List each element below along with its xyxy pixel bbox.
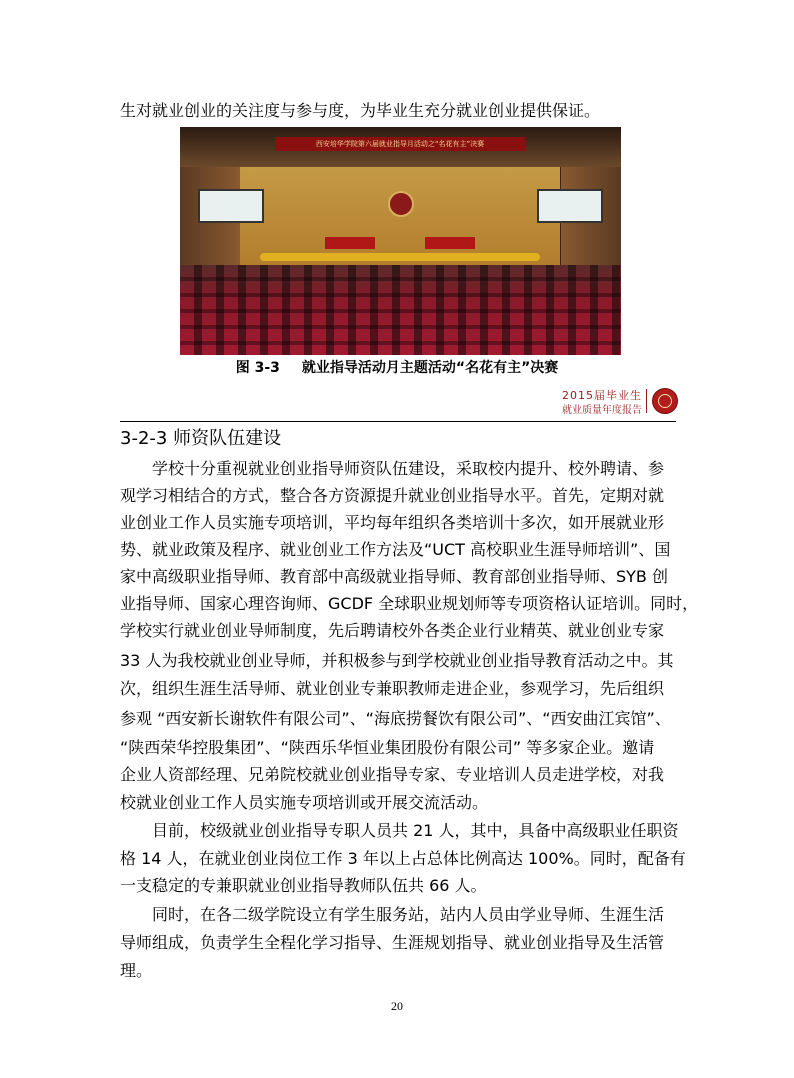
- body-line: 学校十分重视就业创业指导师资队伍建设，采取校内提升、校外聘请、参: [120, 459, 665, 478]
- body-line: 观学习相结合的方式，整合各方资源提升就业创业指导水平。首先，定期对就: [120, 486, 665, 505]
- body-line: 业创业工作人员实施专项培训，平均每年组织各类培训十多次，如开展就业形: [120, 513, 665, 532]
- figure-caption: [0, 359, 794, 377]
- photo-judges-table-left: [325, 237, 375, 249]
- photo-judges-table-right: [425, 237, 475, 249]
- photo-screen-left: [198, 189, 264, 223]
- page-number: 20: [391, 999, 403, 1013]
- photo-seat-rows: [180, 265, 621, 355]
- figure-number: 图 3-3: [235, 360, 280, 376]
- body-line: 学校实行就业创业导师制度，先后聘请校外各类企业行业精英、就业创业专家: [120, 621, 665, 640]
- event-photo: [180, 127, 621, 355]
- body-line: 家中高级职业指导师、教育部中高级就业指导师、教育部创业指导师、SYB 创: [120, 567, 668, 586]
- report-logo-line2: 就业质量年度报告: [562, 405, 642, 416]
- body-line: 理。: [120, 961, 153, 980]
- body-line: 33 人为我校就业创业导师，并积极参与到学校就业创业指导教育活动之中。其: [120, 651, 674, 670]
- body-line: 势、就业政策及程序、就业创业工作方法及“UCT 高校职业生涯导师培训”、国: [120, 540, 671, 559]
- photo-flowers: [260, 253, 540, 261]
- school-seal-icon: [652, 388, 678, 414]
- body-line: 同时，在各二级学院设立有学生服务站，站内人员由学业导师、生涯生活: [120, 905, 665, 924]
- body-line: 次，组织生涯生活导师、就业创业专兼职教师走进企业，参观学习，先后组织: [120, 679, 665, 698]
- intro-line: 生对就业创业的关注度与参与度，为毕业生充分就业创业提供保证。: [120, 101, 601, 120]
- body-line: 导师组成，负责学生全程化学习指导、生涯规划指导、就业创业指导及生活管: [120, 933, 665, 952]
- body-line: 企业人资部经理、兄弟院校就业创业指导专家、专业培训人员走进学校，对我: [120, 765, 665, 784]
- photo-screen-right: [537, 189, 603, 223]
- body-line: 目前，校级就业创业指导专职人员共 21 人，其中，具备中高级职业任职资: [120, 821, 679, 840]
- body-line: 格 14 人，在就业创业岗位工作 3 年以上占总体比例高达 100%。同时，配备有: [120, 849, 686, 868]
- header-rule: [120, 421, 676, 422]
- body-line: 业指导师、国家心理咨询师、GCDF 全球职业规划师等专项资格认证培训。同时，: [120, 594, 699, 613]
- figure-caption-text: 就业指导活动月主题活动“名花有主”决赛: [301, 360, 559, 376]
- body-line: 校就业创业工作人员实施专项培训或开展交流活动。: [120, 793, 489, 812]
- stage-banner: 西安培华学院第六届就业指导月活动之“名花有主”决赛: [275, 137, 525, 151]
- body-line: “陕西荣华控股集团”、“陕西乐华恒业集团股份有限公司” 等多家企业。邀请: [120, 738, 655, 757]
- report-logo: [554, 387, 678, 415]
- section-heading: 3-2-3 师资队伍建设: [120, 428, 282, 449]
- body-line: 参观 “西安新长谢软件有限公司”、“海底捞餐饮有限公司”、“西安曲江宾馆”、: [120, 709, 671, 728]
- school-emblem-icon: [388, 191, 414, 217]
- report-logo-line1: 2015届毕业生: [562, 389, 642, 402]
- body-line: 一支稳定的专兼职就业创业指导教师队伍共 66 人。: [120, 876, 487, 895]
- report-logo-divider: [646, 389, 647, 413]
